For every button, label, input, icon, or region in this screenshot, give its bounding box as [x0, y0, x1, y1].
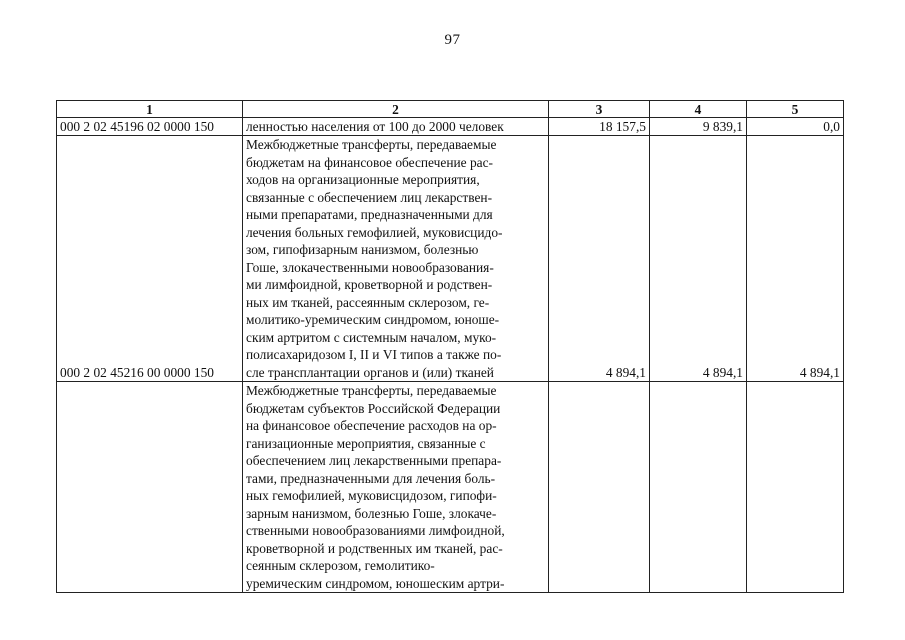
column-header: 3 [549, 101, 650, 118]
description-line: кроветворной и родственных им тканей, рас- [246, 540, 503, 556]
description-line: ных им тканей, рассеянным склерозом, ге- [246, 294, 490, 310]
description-line: бюджетам на финансовое обеспечение рас- [246, 154, 494, 170]
description-line: ским артритом с системным началом, муко- [246, 329, 497, 345]
description-line: зарным нанизмом, болезнью Гоше, злокаче- [246, 505, 497, 521]
description-line: уремическим синдромом, юношеским артри- [246, 575, 505, 591]
table-header-row [57, 101, 844, 118]
description-line: Межбюджетные трансферты, передаваемые [246, 137, 497, 152]
description-line: ганизационные мероприятия, связанные с [246, 435, 486, 451]
description-cell [243, 382, 549, 593]
table-row [57, 118, 844, 136]
page-number: 97 [444, 32, 461, 48]
description-line: сле трансплантации органов и (или) тканей [246, 364, 494, 380]
description-line: ходов на организационные мероприятия, [246, 172, 480, 187]
budget-code [57, 382, 243, 593]
table-row [57, 136, 844, 382]
value-col-4: 4 894,1 [650, 136, 747, 382]
value-col-4: 9 839,1 [650, 118, 747, 136]
description-line: сеянным склерозом, гемолитико- [246, 558, 435, 573]
value-col-4 [650, 382, 747, 593]
column-header: 5 [747, 101, 844, 118]
column-header: 4 [650, 101, 747, 118]
description-line: молитико-уремическим синдромом, юноше- [246, 312, 500, 327]
description-line: бюджетам субъектов Российской Федерации [246, 400, 501, 416]
value-col-3: 18 157,5 [549, 118, 650, 136]
description-line: тами, предназначенными для лечения боль- [246, 470, 496, 486]
budget-code: 000 2 02 45216 00 0000 150 [57, 136, 243, 382]
value-col-5: 4 894,1 [747, 136, 844, 382]
description-line: ных гемофилией, муковисцидозом, гипофи- [246, 488, 497, 503]
budget-code: 000 2 02 45196 02 0000 150 [57, 118, 243, 136]
description-line: зом, гипофизарным нанизмом, болезнью [246, 242, 479, 257]
description-cell [243, 118, 549, 136]
value-col-3 [549, 382, 650, 593]
table-row [57, 382, 844, 593]
description-line: на финансовое обеспечение расходов на ор- [246, 418, 497, 433]
value-col-5 [747, 382, 844, 593]
description-line: лечения больных гемофилией, муковисцидо- [246, 224, 503, 240]
value-col-3: 4 894,1 [549, 136, 650, 382]
description-line: Гоше, злокачественными новообразования- [246, 259, 494, 275]
column-header: 1 [57, 101, 243, 118]
description-line: ными препаратами, предназначенными для [246, 207, 493, 222]
description-cell [243, 136, 549, 382]
description-line: обеспечением лиц лекарственными препара- [246, 453, 502, 468]
description-line: ственными новообразованиями лимфоидной, [246, 523, 505, 538]
description-line: ми лимфоидной, кроветворной и родствен- [246, 277, 493, 292]
description-line: ленностью населения от 100 до 2000 человек [246, 119, 504, 134]
budget-table [56, 100, 844, 593]
description-line: связанные с обеспечением лиц лекарствен- [246, 189, 493, 205]
description-line: полисахаридозом I, II и VI типов а также по- [246, 347, 502, 362]
value-col-5: 0,0 [747, 118, 844, 136]
description-line: Межбюджетные трансферты, передаваемые [246, 383, 497, 398]
column-header: 2 [243, 101, 549, 118]
